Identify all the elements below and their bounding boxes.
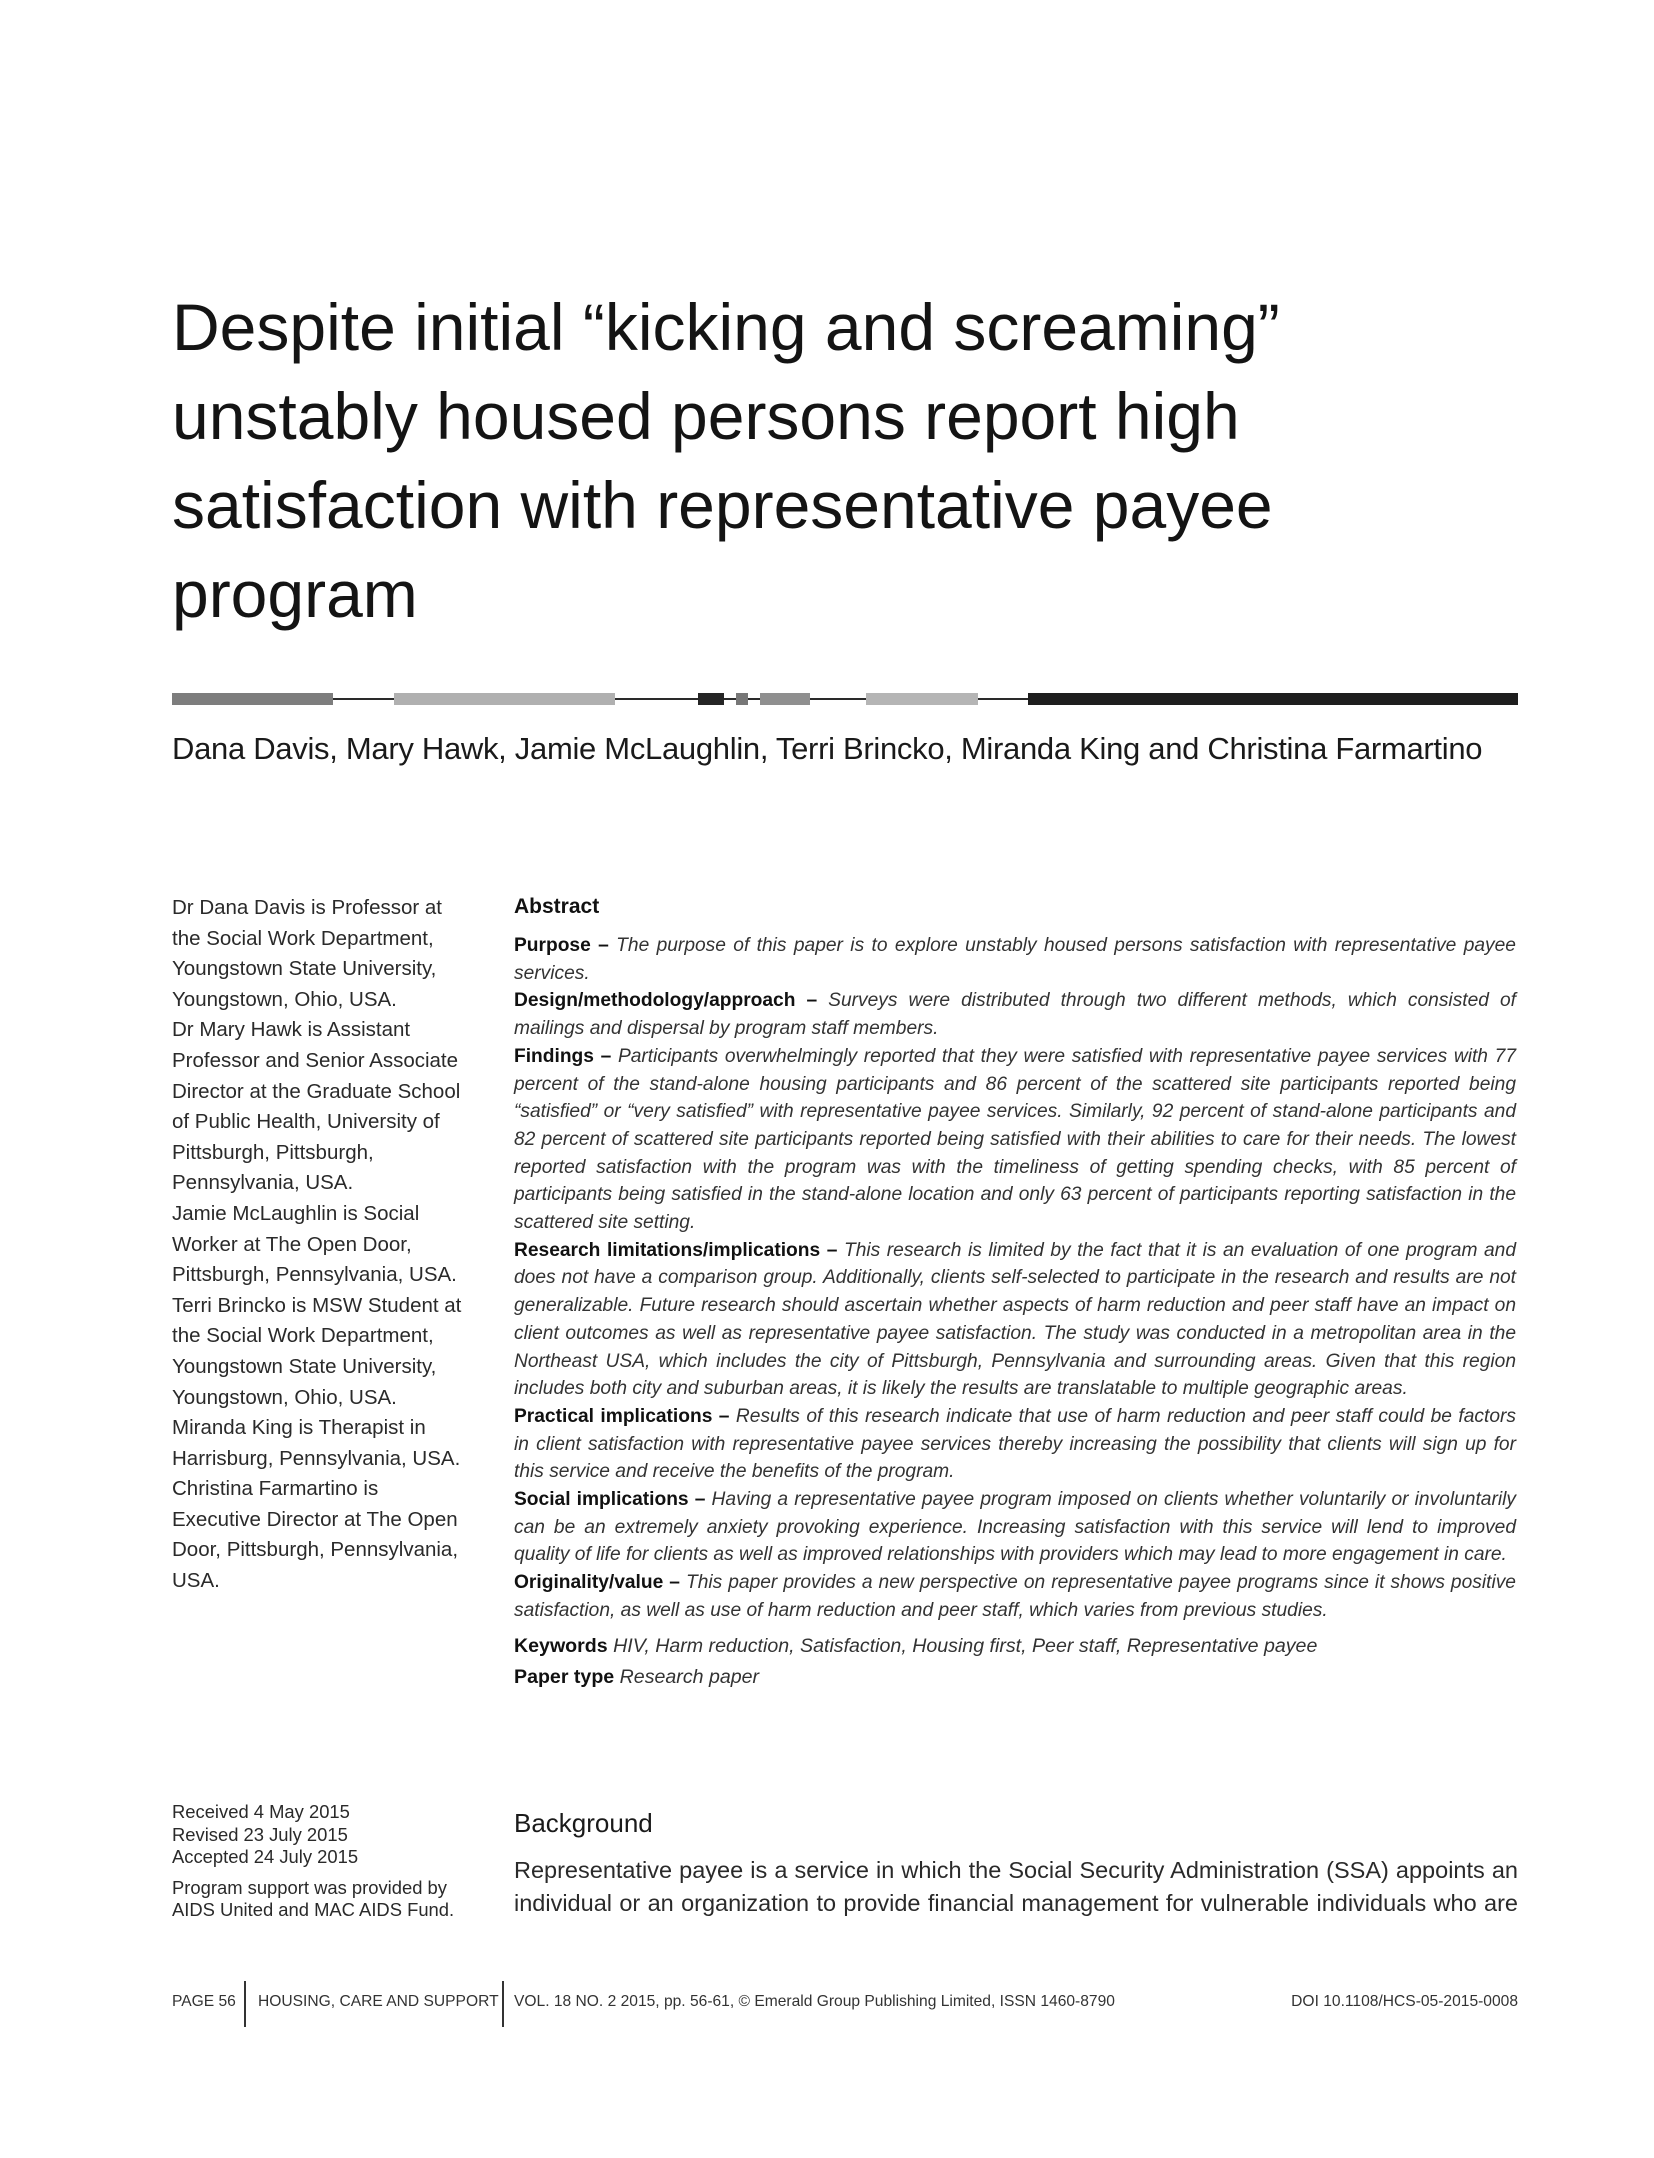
abstract-design xyxy=(514,987,1516,1042)
journal-name: HOUSING, CARE AND SUPPORT xyxy=(258,1993,499,2010)
abstract xyxy=(514,893,1516,1692)
section-label: Findings – xyxy=(514,1045,612,1067)
accepted-date: Accepted 24 July 2015 xyxy=(172,1846,359,1867)
paper-type-label: Paper type xyxy=(514,1665,615,1688)
abstract-originality xyxy=(514,1569,1516,1624)
paper-title: Despite initial “kicking and screaming” unstably housed persons report high satisfaction with representative payee program xyxy=(172,290,1280,631)
section-label: Purpose – xyxy=(514,935,609,956)
background-text: Representative payee is a service in which the Social Security Administration (SSA) appoints an individual or an organization to provide financial management for vulnerable individuals who are xyxy=(514,1857,1518,1916)
author-list: Dana Davis, Mary Hawk, Jamie McLaughlin, Terri Brincko, Miranda King and Christina Farmartino xyxy=(172,731,1483,766)
abstract-findings xyxy=(514,1043,1516,1237)
section-label: Originality/value – xyxy=(514,1572,680,1594)
affiliation: Christina Farmartino is Executive Director at The Open Door, Pittsburgh, Pennsylvania, USA. xyxy=(172,1477,459,1593)
affiliation: Jamie McLaughlin is Social Worker at The Open Door, Pittsburgh, Pennsylvania, USA. xyxy=(172,1201,457,1287)
rule-segment xyxy=(394,693,615,705)
section-text: The purpose of this paper is to explore unstably housed persons satisfaction with representative payee services. xyxy=(514,935,1516,984)
rule-segment xyxy=(760,693,810,705)
author-affiliations xyxy=(172,893,472,1597)
rule-segment xyxy=(698,693,724,705)
article-dates xyxy=(172,1801,472,1922)
section-label: Design/methodology/approach – xyxy=(514,990,818,1012)
abstract-purpose xyxy=(514,932,1516,987)
section-text: Participants overwhelmingly reported that they were satisfied with representative payee services with 77 percent of the stand-alone housing participants and 86 percent of the scattered site participants reported being “satisfied” or “very satisfied” with representative payee services. Similarly, 92 percent of stand-alone participants and 82 percent of scattered site participants reported being satisfied with their abilities to care for their needs. The lowest reported satisfaction with the program was with the timeliness of getting spending checks, with 85 percent of participants being satisfied in the stand-alone location and only 63 percent of participants reporting satisfaction in the scattered site setting. xyxy=(514,1045,1516,1234)
paper-type-text: Research paper xyxy=(619,1665,760,1688)
section-text: Results of this research indicate that use of harm reduction and peer staff could be factors in client satisfaction with representative payee services thereby increasing the possibility that clients will sign up for this service and receive the benefits of the program. xyxy=(514,1405,1516,1483)
rule-segment xyxy=(172,693,333,705)
section-label: Practical implications – xyxy=(514,1405,730,1427)
section-text: Surveys were distributed through two different methods, which consisted of mailings and dispersal by program staff members. xyxy=(514,990,1516,1040)
citation-info: VOL. 18 NO. 2 2015, pp. 56-61, © Emerald Group Publishing Limited, ISSN 1460-8790 xyxy=(514,1993,1115,2010)
footer-divider xyxy=(244,1981,246,2027)
affiliation: Miranda King is Therapist in Harrisburg, Pennsylvania, USA. xyxy=(172,1416,461,1470)
revised-date: Revised 23 July 2015 xyxy=(172,1823,348,1845)
page-footer xyxy=(172,1981,1518,2027)
affiliation: Dr Dana Davis is Professor at the Social Work Department, Youngstown State University, Youngstown, Ohio, USA. xyxy=(172,896,443,1011)
rule-segment xyxy=(736,693,748,705)
background-heading: Background xyxy=(514,1808,653,1838)
abstract-heading: Abstract xyxy=(514,895,600,918)
keywords-text: HIV, Harm reduction, Satisfaction, Housing first, Peer staff, Representative payee xyxy=(613,1634,1318,1657)
section-text: This paper provides a new perspective on representative payee programs since it shows positive satisfaction, as well as use of harm reduction and peer staff, which varies from previous studies. xyxy=(514,1572,1516,1621)
keywords xyxy=(514,1632,1516,1661)
rule-segment xyxy=(1028,693,1518,705)
received-date: Received 4 May 2015 xyxy=(172,1801,350,1822)
abstract-limitations xyxy=(514,1237,1516,1403)
funding-note: Program support was provided by AIDS United and MAC AIDS Fund. xyxy=(172,1876,455,1920)
affiliation: Terri Brincko is MSW Student at the Social Work Department, Youngstown State University, Youngstown, Ohio, USA. xyxy=(172,1293,462,1409)
section-text: Having a representative payee program imposed on clients whether voluntarily or involuntarily can be an extremely anxiety provoking experience. Increasing satisfaction with this service will lend to improved quality of life for clients as well as improved relationships with providers which may lead to more engagement in care. xyxy=(514,1489,1516,1566)
section-text: This research is limited by the fact that it is an evaluation of one program and does not have a comparison group. Additionally, clients self-selected to participate in the research and results are not generalizable. Future research should ascertain whether aspects of harm reduction and peer staff have an impact on client outcomes as well as representative payee satisfaction. The study was conducted in a metropolitan area in the Northeast USA, which includes the city of Pittsburgh, Pennsylvania and surrounding areas. Given that this region includes both city and suburban areas, it is likely the results are translatable to multiple geographic areas. xyxy=(514,1239,1517,1400)
keywords-label: Keywords xyxy=(514,1634,608,1657)
paper-type xyxy=(514,1663,1516,1692)
abstract-social xyxy=(514,1486,1516,1569)
title-rule xyxy=(172,691,1518,707)
page-number: PAGE 56 xyxy=(172,1993,236,2010)
affiliation: Dr Mary Hawk is Assistant Professor and Senior Associate Director at the Graduate School of Public Health, University of Pittsburgh, Pittsburgh, Pennsylvania, USA. xyxy=(172,1018,461,1195)
section-label: Research limitations/implications – xyxy=(514,1239,838,1261)
footer-divider xyxy=(502,1981,504,2027)
rule-segment xyxy=(866,693,978,705)
doi: DOI 10.1108/HCS-05-2015-0008 xyxy=(1291,1993,1518,2010)
abstract-practical xyxy=(514,1403,1516,1486)
section-label: Social implications – xyxy=(514,1489,706,1511)
